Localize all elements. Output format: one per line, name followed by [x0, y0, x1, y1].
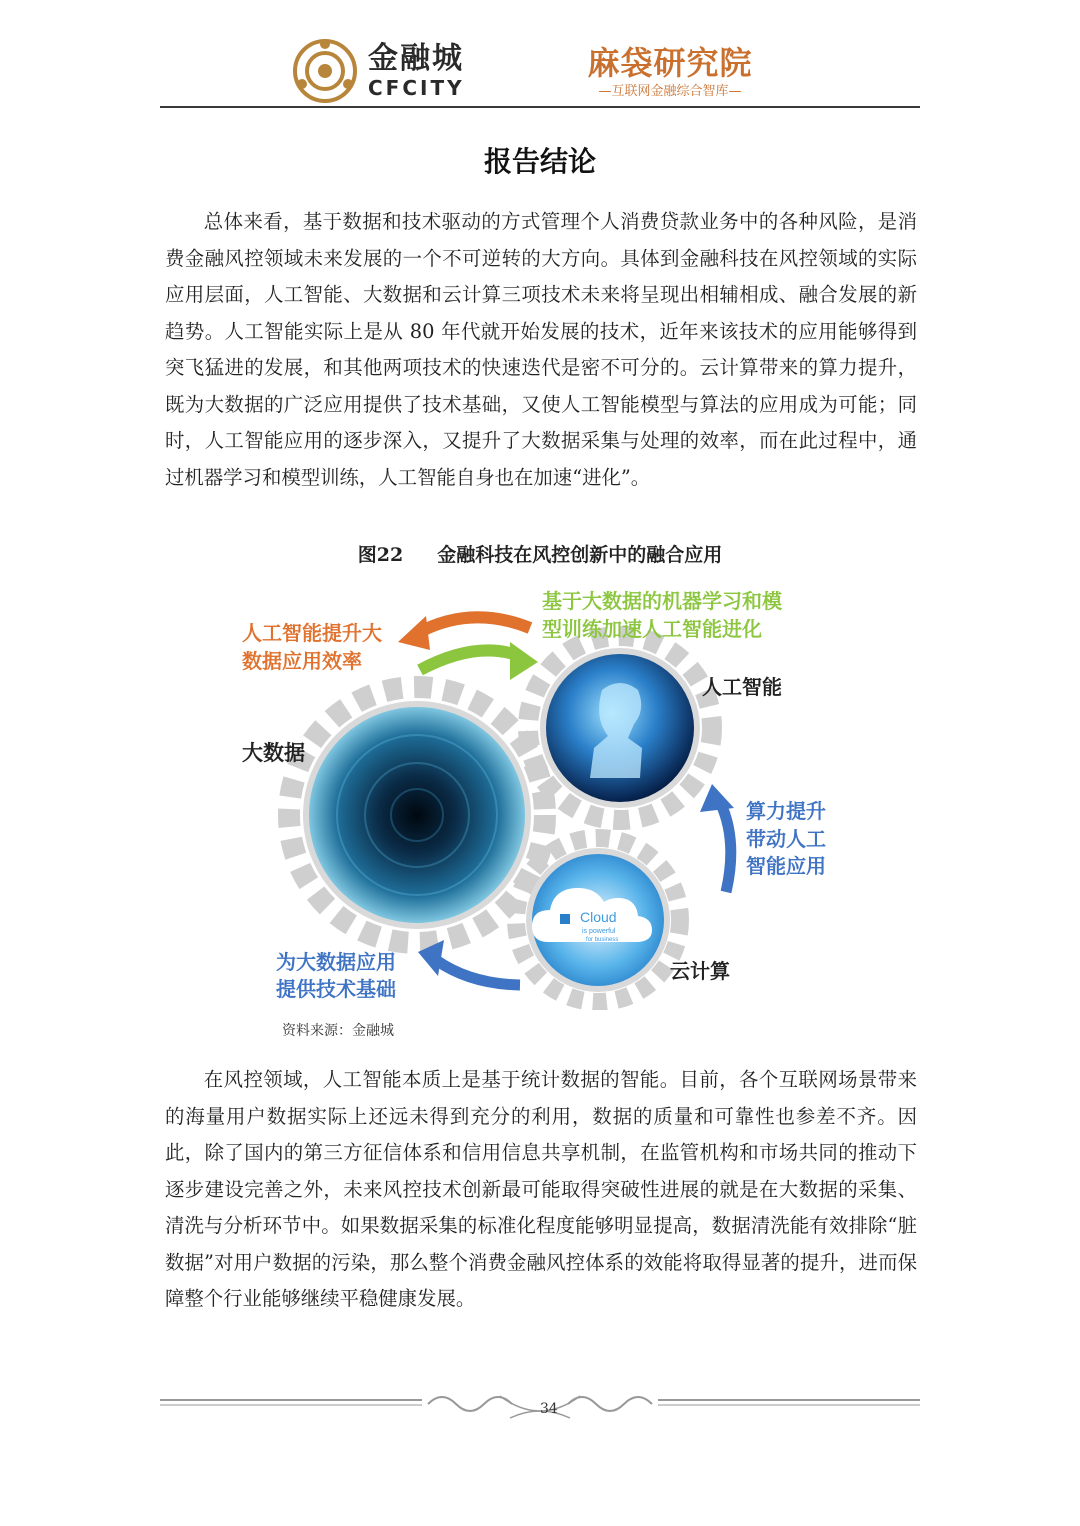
- bigdata-gear: [289, 687, 545, 943]
- page-title: 报告结论: [483, 145, 596, 178]
- paragraph-1: 总体来看，基于数据和技术驱动的方式管理个人消费贷款业务中的各种风险，是消费金融风控领域未来发展的一个不可逆转的大方向。具体到金融科技在风控领域的实际应用层面，人工智能、大数据和云计算三项技术未来将呈现出相辅相成、融合发展的新趋势。人工智能实际上是从 80 年代就开始发展的技术，近年来该技术的应用能够得到突飞猛进的发展，和其他两项技术的快速迭代是密不可分的。云计算带来的算力提升，既为大数据的广泛应用提供了技术基础，又使人工智能模型与算法的应用成为可能；同时，人工智能应用的逐步深入，又提升了大数据采集与处理的效率，而在此过程中，通过机器学习和模型训练，人工智能自身也在加速“进化”。: [165, 210, 917, 489]
- logo-left-en: CFCITY: [368, 76, 465, 100]
- madai-logo: [580, 44, 760, 102]
- label-cloud-to-bigdata-2: 提供技术基础: [276, 977, 396, 1001]
- cloud-gear: [516, 838, 680, 1002]
- cfcity-emblem-icon: [292, 38, 358, 104]
- header-rule: [160, 106, 920, 108]
- logo-right-sub: —互联网金融综合智库—: [598, 84, 742, 99]
- blue-arrow-left: [418, 940, 520, 985]
- figure-caption: [0, 540, 1080, 567]
- fusion-diagram: [230, 580, 860, 1010]
- label-bigdata: 大数据: [242, 741, 305, 765]
- label-cloud: 云计算: [670, 959, 730, 983]
- cfcity-logo: [292, 38, 465, 104]
- green-arrow: [420, 642, 538, 680]
- label-ai: 人工智能: [702, 675, 782, 699]
- page-number: 34: [540, 1401, 558, 1417]
- page-header: [160, 38, 920, 108]
- ai-gear: [528, 636, 712, 820]
- logo-left-cn: 金融城: [368, 41, 464, 76]
- cloud-word: Cloud: [580, 909, 617, 925]
- label-ai-to-bigdata-1: 人工智能提升大: [242, 621, 382, 645]
- cloud-tag-1: is powerful: [582, 928, 616, 935]
- label-cloud-to-bigdata-1: 为大数据应用: [276, 950, 396, 974]
- label-cloud-to-ai-2: 带动人工: [746, 827, 826, 851]
- cloud-tag-2: for business: [586, 937, 619, 943]
- label-ai-to-bigdata-2: 数据应用效率: [242, 649, 362, 673]
- logo-right-cn: 麻袋研究院: [587, 44, 753, 82]
- figure-caption-text: 金融科技在风控创新中的融合应用: [437, 544, 723, 566]
- label-cloud-to-ai-1: 算力提升: [746, 799, 826, 823]
- label-bigdata-to-ai-2: 型训练加速人工智能进化: [542, 617, 762, 641]
- figure-source: 资料来源：金融城: [282, 1023, 394, 1039]
- blue-arrow-up: [700, 784, 734, 892]
- label-bigdata-to-ai-1: 基于大数据的机器学习和模: [542, 589, 782, 613]
- paragraph-2: 在风控领域，人工智能本质上是基于统计数据的智能。目前，各个互联网场景带来的海量用户数据实际上还远未得到充分的利用，数据的质量和可靠性也参差不齐。因此，除了国内的第三方征信体系和信用信息共享机制，在监管机构和市场共同的推动下逐步建设完善之外，未来风控技术创新最可能取得突破性进展的就是在大数据的采集、清洗与分析环节中。如果数据采集的标准化程度能够明显提高，数据清洗能有效排除“脏数据”对用户数据的污染，那么整个消费金融风控体系的效能将取得显著的提升，进而保障整个行业能够继续平稳健康发展。: [165, 1068, 917, 1310]
- figure-number: 图22: [357, 544, 404, 566]
- label-cloud-to-ai-3: 智能应用: [746, 854, 826, 878]
